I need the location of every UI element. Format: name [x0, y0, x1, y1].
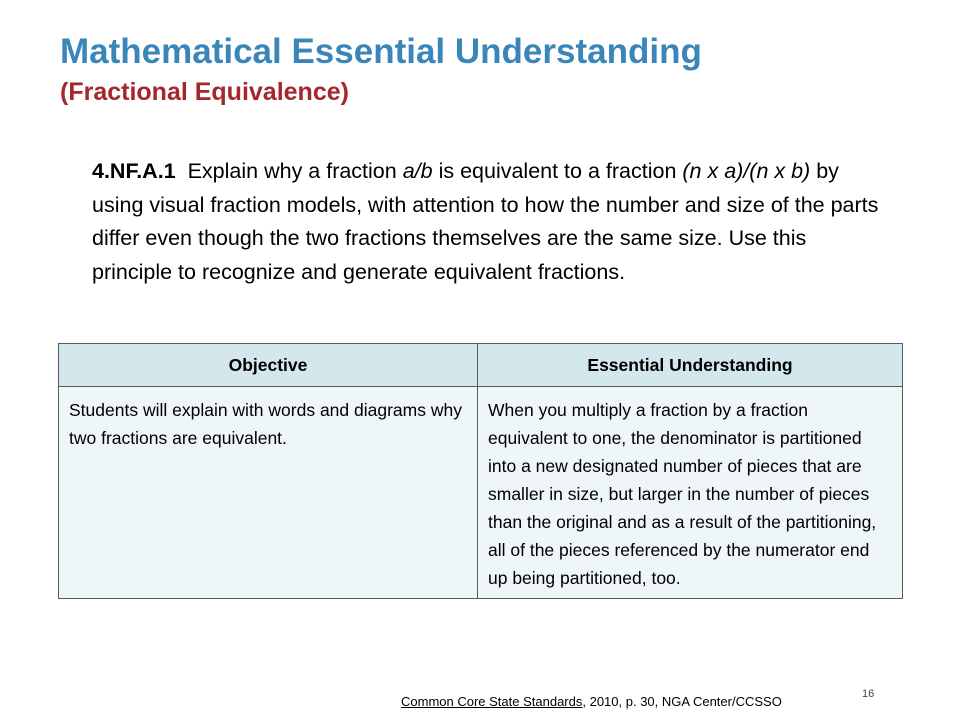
objective-understanding-table [58, 343, 903, 599]
header-objective: Objective [59, 344, 478, 387]
ccss-link[interactable]: Common Core State Standards [401, 694, 583, 709]
standard-text-part-1: Explain why a fraction [187, 159, 403, 183]
table-header-row [59, 344, 903, 387]
standard-statement [92, 155, 882, 289]
slide-subtitle: (Fractional Equivalence) [60, 78, 349, 106]
citation-details: , 2010, p. 30, NGA Center/CCSSO [582, 694, 782, 709]
standard-text-part-2: is equivalent to a fraction [432, 159, 683, 183]
essential-understanding-cell: When you multiply a fraction by a fraction equivalent to one, the denominator is partitioned into a new designated number of pieces that are smaller in size, but larger in the number of pieces than the original and as a result of the partitioning, all of the pieces referenced by the numerator end up being partitioned, too. [478, 387, 903, 599]
standard-text-part-3: by using visual fraction models, with attention to how the number and size of the parts differ even though the two fractions themselves are the same size. Use this principle to recognize and generate equivalent fractions. [92, 159, 879, 284]
header-essential-understanding: Essential Understanding [478, 344, 903, 387]
citation [401, 694, 782, 710]
table-row [59, 387, 903, 599]
page-number: 16 [862, 688, 875, 700]
objective-cell: Students will explain with words and diagrams why two fractions are equivalent. [59, 387, 478, 599]
fraction-a-over-b: a/b [402, 159, 433, 183]
standard-code: 4.NF.A.1 [92, 159, 176, 183]
fraction-na-over-nb: (n x a)/(n x b) [682, 159, 811, 183]
slide-title: Mathematical Essential Understanding [60, 32, 702, 71]
